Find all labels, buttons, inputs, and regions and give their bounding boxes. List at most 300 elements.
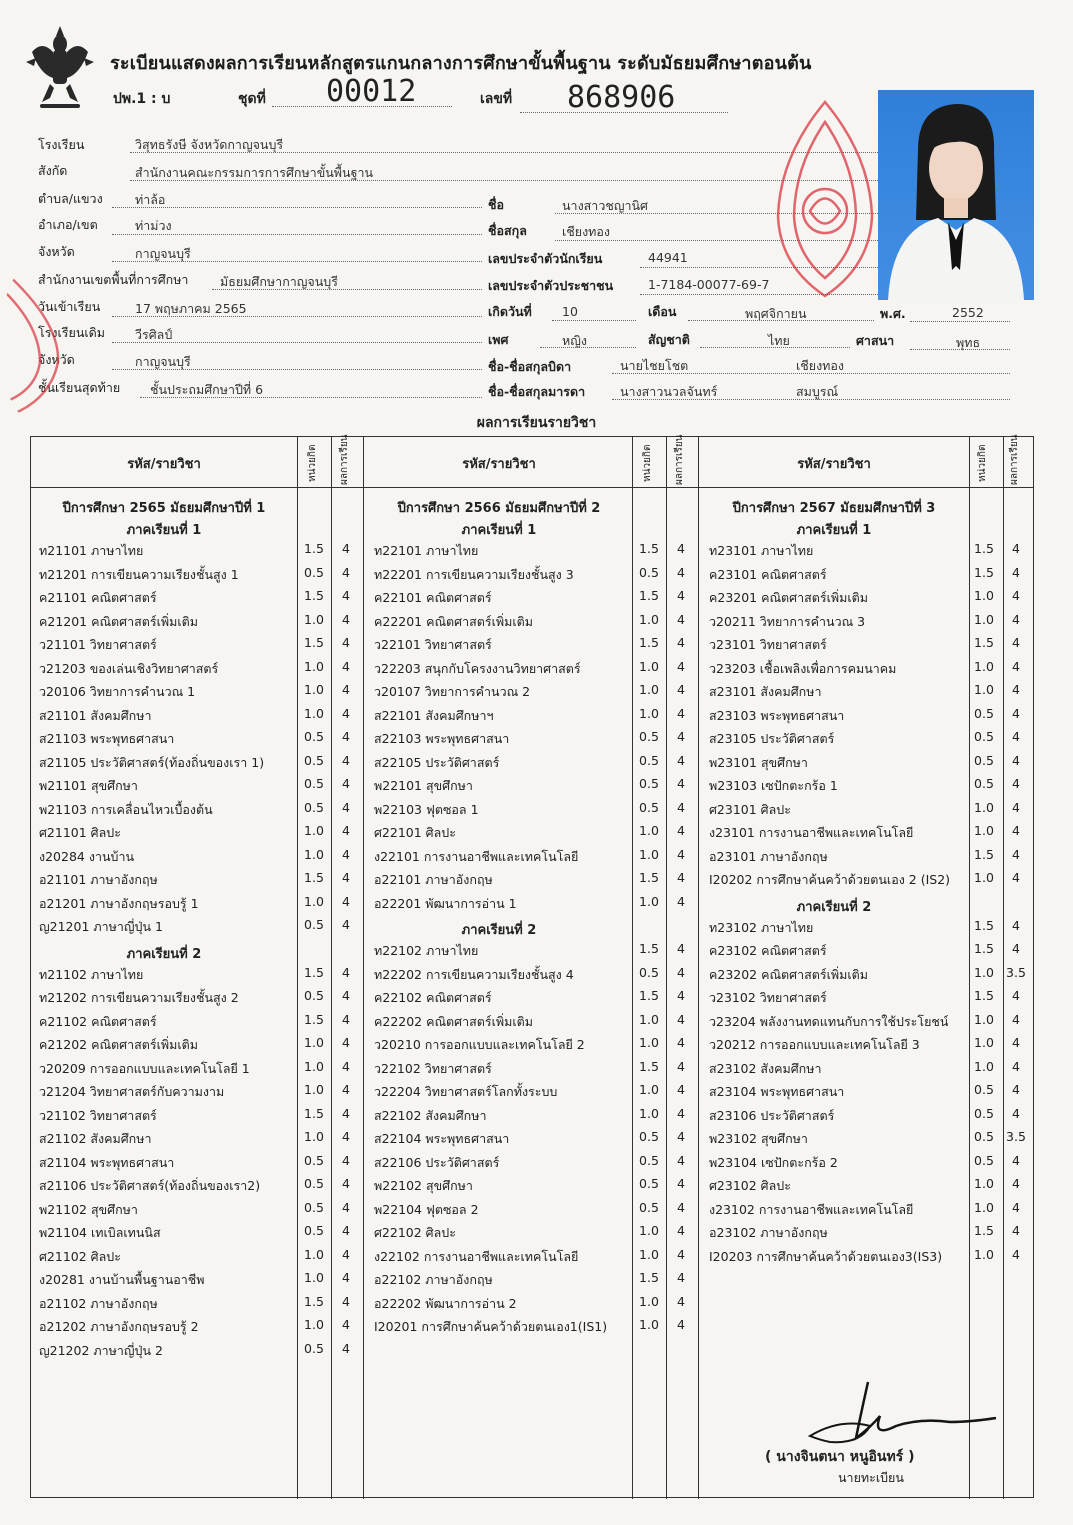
course-grade: 4 xyxy=(1012,941,1020,956)
course-grade: 4 xyxy=(342,964,350,980)
label-name: ชื่อ xyxy=(488,197,504,212)
course-grade: 4 xyxy=(677,1223,685,1238)
course-credit: 1.5 xyxy=(304,1011,324,1027)
course-name: ว22101 วิทยาศาสตร์ xyxy=(374,637,492,652)
course-grade: 4 xyxy=(342,846,350,862)
course-credit: 1.5 xyxy=(639,588,659,603)
course-grade: 4 xyxy=(677,635,685,650)
value-mother-first: นางสาวนวลจันทร์ xyxy=(620,384,718,399)
course-credit: 0.5 xyxy=(304,1176,324,1191)
course-name: ท21201 การเขียนความเรียงชั้นสูง 1 xyxy=(39,566,239,582)
course-grade: 4 xyxy=(1012,1246,1020,1262)
course-credit: 0.5 xyxy=(304,1223,324,1238)
value-last-class: ชั้นประถมศึกษาปีที่ 6 xyxy=(150,382,264,397)
course-name: ส22102 สังคมศึกษา xyxy=(374,1107,487,1123)
course-credit: 1.5 xyxy=(974,917,994,933)
course-name: อ23101 ภาษาอังกฤษ xyxy=(709,848,828,864)
course-grade: 4 xyxy=(677,541,685,556)
course-credit: 1.0 xyxy=(974,658,994,674)
course-grade: 4 xyxy=(677,1317,685,1332)
value-father-first: นายไชยโชต xyxy=(620,358,689,373)
course-credit: 1.0 xyxy=(639,1105,659,1121)
course-grade: 4 xyxy=(342,1082,350,1097)
course-name: ญ21202 ภาษาญี่ปุ่น 2 xyxy=(39,1342,163,1358)
course-name: ท21101 ภาษาไทย xyxy=(39,543,144,558)
course-grade: 4 xyxy=(342,541,350,556)
course-credit: 0.5 xyxy=(304,776,324,791)
term-heading: ภาคเรียนที่ 1 xyxy=(126,523,202,538)
course-grade: 4 xyxy=(342,658,350,674)
course-grade: 4 xyxy=(1012,564,1020,580)
course-grade: 4 xyxy=(677,611,685,627)
course-name: อ21201 ภาษาอังกฤษรอบรู้ 1 xyxy=(39,895,199,911)
course-grade: 4 xyxy=(342,917,350,932)
course-grade: 4 xyxy=(342,682,350,697)
course-credit: 1.0 xyxy=(639,1246,659,1262)
term-heading: ภาคเรียนที่ 2 xyxy=(796,899,872,915)
course-grade: 4 xyxy=(1012,1058,1020,1074)
course-credit: 0.5 xyxy=(304,564,324,580)
course-name: ว20210 การออกแบบและเทคโนโลยี 2 xyxy=(374,1037,585,1052)
course-credit: 1.0 xyxy=(304,1082,324,1097)
course-name: ศ22102 ศิลปะ xyxy=(374,1225,456,1240)
course-credit: 1.5 xyxy=(639,1270,659,1285)
course-name: พ21103 การเคลื่อนไหวเบื้องต้น xyxy=(39,801,213,817)
course-credit: 0.5 xyxy=(974,729,994,744)
course-grade: 4 xyxy=(1012,846,1020,862)
course-credit: 0.5 xyxy=(304,729,324,744)
course-grade: 4 xyxy=(1012,1152,1020,1168)
value-birth-month: พฤศจิกายน xyxy=(745,306,807,321)
course-credit: 1.0 xyxy=(304,1317,324,1332)
course-grade: 4 xyxy=(342,635,350,650)
course-credit: 1.5 xyxy=(639,1058,659,1074)
label-religion: ศาสนา xyxy=(856,333,895,348)
course-grade: 4 xyxy=(677,846,685,862)
grades-table xyxy=(30,436,1034,1498)
course-grade: 4 xyxy=(342,564,350,580)
course-credit: 0.5 xyxy=(304,799,324,815)
label-birth-month: เดือน xyxy=(648,304,677,319)
course-name: ว21101 วิทยาศาสตร์ xyxy=(39,637,157,652)
course-grade: 4 xyxy=(677,870,685,885)
course-grade: 4 xyxy=(677,658,685,674)
course-grade: 4 xyxy=(677,1152,685,1168)
course-grade: 4 xyxy=(1012,635,1020,650)
course-credit: 0.5 xyxy=(304,988,324,1003)
value-province: กาญจนบุรี xyxy=(135,246,191,261)
garuda-emblem-icon xyxy=(22,22,98,112)
value-sex: หญิง xyxy=(562,333,587,348)
course-grade: 4 xyxy=(677,564,685,580)
course-credit: 1.5 xyxy=(639,635,659,650)
course-grade: 4 xyxy=(342,1340,350,1356)
course-grade: 4 xyxy=(342,893,350,909)
course-credit: 1.5 xyxy=(974,541,994,556)
course-grade: 4 xyxy=(677,1058,685,1074)
course-grade: 4 xyxy=(1012,988,1020,1003)
course-credit: 1.0 xyxy=(974,1246,994,1262)
course-name: ท22102 ภาษาไทย xyxy=(374,943,479,958)
course-credit: 1.0 xyxy=(639,1317,659,1332)
course-credit: 0.5 xyxy=(304,752,324,768)
course-credit: 1.0 xyxy=(974,588,994,603)
course-credit: 0.5 xyxy=(974,1105,994,1121)
course-credit: 0.5 xyxy=(639,799,659,815)
course-grade: 4 xyxy=(342,611,350,627)
label-subdistrict: ตำบล/แขวง xyxy=(38,191,103,206)
course-grade: 3.5 xyxy=(1006,1129,1026,1144)
school-stamp-icon xyxy=(760,96,890,306)
course-grade: 4 xyxy=(677,823,685,838)
course-credit: 1.0 xyxy=(974,1058,994,1074)
label-surname: ชื่อสกุล xyxy=(488,223,527,238)
course-name: ส23102 สังคมศึกษา xyxy=(709,1060,822,1076)
results-title: ผลการเรียนรายวิชา xyxy=(476,415,597,431)
student-photo xyxy=(878,90,1034,300)
value-nationality: ไทย xyxy=(768,333,790,348)
course-name: ท22101 ภาษาไทย xyxy=(374,543,479,558)
course-credit: 1.0 xyxy=(304,1058,324,1074)
value-mother-last: สมบูรณ์ xyxy=(796,384,839,399)
value-subdistrict: ท่าล้อ xyxy=(135,192,166,207)
course-grade: 4 xyxy=(342,1270,350,1285)
column-header-credit: หน่วยกิต xyxy=(642,444,653,482)
column-header-grade: ผลการเรียน xyxy=(1009,434,1020,485)
label-last-class: ชั้นเรียนสุดท้าย xyxy=(38,380,121,395)
course-grade: 4 xyxy=(342,799,350,815)
course-name: ง20281 งานบ้านพื้นฐานอาชีพ xyxy=(39,1272,205,1287)
course-name: อ21101 ภาษาอังกฤษ xyxy=(39,872,158,887)
course-grade: 4 xyxy=(1012,1011,1020,1027)
course-name: ค23201 คณิตศาสตร์เพิ่มเติม xyxy=(709,590,868,605)
label-affiliation: สังกัด xyxy=(38,163,68,178)
value-enroll-date: 17 พฤษภาคม 2565 xyxy=(135,301,247,316)
course-credit: 0.5 xyxy=(974,1129,994,1144)
course-credit: 1.0 xyxy=(974,964,994,980)
course-credit: 0.5 xyxy=(639,752,659,768)
label-birth-year: พ.ศ. xyxy=(880,306,906,321)
label-prev-province: จังหวัด xyxy=(38,352,75,367)
set-label: ชุดที่ xyxy=(238,91,266,107)
course-name: อ22102 ภาษาอังกฤษ xyxy=(374,1272,493,1287)
course-credit: 0.5 xyxy=(639,564,659,580)
course-credit: 0.5 xyxy=(974,776,994,791)
course-name: ค22102 คณิตศาสตร์ xyxy=(374,990,492,1005)
course-credit: 0.5 xyxy=(639,1176,659,1191)
course-name: ง23102 การงานอาชีพและเทคโนโลยี xyxy=(709,1201,914,1217)
course-grade: 4 xyxy=(1012,1223,1020,1238)
course-credit: 1.0 xyxy=(304,1270,324,1285)
course-credit: 1.0 xyxy=(304,1035,324,1050)
course-name: ส21101 สังคมศึกษา xyxy=(39,707,152,723)
course-name: พ22102 สุขศึกษา xyxy=(374,1178,473,1193)
course-credit: 1.0 xyxy=(304,893,324,909)
course-name: ว21204 วิทยาศาสตร์กับความงาม xyxy=(39,1084,225,1099)
course-name: ส21106 ประวัติศาสตร์(ท้องถิ่นของเรา2) xyxy=(39,1178,261,1193)
course-name: ค22101 คณิตศาสตร์ xyxy=(374,590,492,605)
course-name: พ23102 สุขศึกษา xyxy=(709,1131,808,1146)
course-name: ศ21102 ศิลปะ xyxy=(39,1248,121,1264)
course-name: ว20209 การออกแบบและเทคโนโลยี 1 xyxy=(39,1060,250,1076)
course-credit: 1.0 xyxy=(639,1223,659,1238)
course-name: ท21202 การเขียนความเรียงชั้นสูง 2 xyxy=(39,990,239,1005)
school-stamp-left-icon xyxy=(0,262,70,422)
course-credit: 1.5 xyxy=(304,1105,324,1121)
value-citizen-id: 1-7184-00077-69-7 xyxy=(648,277,770,292)
label-district: อำเภอ/เขต xyxy=(38,217,98,232)
course-credit: 1.0 xyxy=(974,1199,994,1215)
course-name: ค21202 คณิตศาสตร์เพิ่มเติม xyxy=(39,1037,198,1052)
course-credit: 0.5 xyxy=(639,1129,659,1144)
course-grade: 4 xyxy=(342,1011,350,1027)
course-grade: 4 xyxy=(1012,917,1020,933)
course-grade: 4 xyxy=(1012,541,1020,556)
course-credit: 1.5 xyxy=(304,541,324,556)
value-affiliation: สำนักงานคณะกรรมการการศึกษาขั้นพื้นฐาน xyxy=(135,165,374,180)
course-name: ง20284 งานบ้าน xyxy=(39,848,135,864)
course-name: ว20107 วิทยาการคำนวณ 2 xyxy=(374,684,531,699)
course-name: ว21102 วิทยาศาสตร์ xyxy=(39,1107,157,1123)
course-name: พ21101 สุขศึกษา xyxy=(39,778,138,793)
course-name: อ22101 ภาษาอังกฤษ xyxy=(374,872,493,887)
label-father: ชื่อ-ชื่อสกุลบิดา xyxy=(488,359,572,374)
course-name: ว22203 สนุกกับโครงงานวิทยาศาสตร์ xyxy=(374,660,581,676)
course-name: อ22201 พัฒนาการอ่าน 1 xyxy=(374,895,517,911)
course-credit: 1.0 xyxy=(639,682,659,697)
course-credit: 1.0 xyxy=(639,658,659,674)
course-name: ส22103 พระพุทธศาสนา xyxy=(374,731,510,746)
column-header-credit: หน่วยกิต xyxy=(977,444,988,482)
course-name: ส21103 พระพุทธศาสนา xyxy=(39,731,175,746)
year-heading: ปีการศึกษา 2566 มัธยมศึกษาปีที่ 2 xyxy=(397,501,601,516)
course-grade: 4 xyxy=(1012,705,1020,721)
course-grade: 4 xyxy=(342,752,350,768)
course-grade: 4 xyxy=(1012,752,1020,768)
year-heading: ปีการศึกษา 2567 มัธยมศึกษาปีที่ 3 xyxy=(732,501,936,516)
course-grade: 4 xyxy=(677,1293,685,1309)
label-mother: ชื่อ-ชื่อสกุลมารดา xyxy=(488,384,586,399)
course-credit: 1.0 xyxy=(974,1035,994,1050)
course-grade: 4 xyxy=(677,964,685,980)
course-grade: 4 xyxy=(342,1105,350,1121)
course-grade: 4 xyxy=(677,1082,685,1097)
course-name: ง23101 การงานอาชีพและเทคโนโลยี xyxy=(709,825,914,840)
course-name: พ23104 เซปักตะกร้อ 2 xyxy=(709,1154,838,1170)
value-prev-school: วีรศิลป์ xyxy=(135,327,173,342)
course-grade: 4 xyxy=(677,988,685,1003)
course-credit: 1.5 xyxy=(639,870,659,885)
course-name: ค21102 คณิตศาสตร์ xyxy=(39,1013,157,1029)
course-grade: 4 xyxy=(1012,1035,1020,1050)
registrar-name: ( นางจินตนา หนูอินทร์ ) xyxy=(765,1449,915,1465)
course-name: ส23106 ประวัติศาสตร์ xyxy=(709,1107,835,1123)
course-grade: 4 xyxy=(677,1105,685,1121)
course-grade: 4 xyxy=(677,941,685,956)
course-grade: 4 xyxy=(342,705,350,721)
student-portrait-icon xyxy=(878,90,1034,300)
course-name: ท22201 การเขียนความเรียงชั้นสูง 3 xyxy=(374,566,574,582)
course-grade: 4 xyxy=(1012,1082,1020,1097)
course-credit: 0.5 xyxy=(974,705,994,721)
course-grade: 4 xyxy=(342,1223,350,1238)
value-school: วิสุทธรังษี จังหวัดกาญจนบุรี xyxy=(135,137,284,152)
value-district: ท่าม่วง xyxy=(135,218,172,233)
column-header-subject: รหัส/รายวิชา xyxy=(797,457,871,472)
column-header-credit: หน่วยกิต xyxy=(307,444,318,482)
course-grade: 4 xyxy=(677,1246,685,1262)
course-name: ส22101 สังคมศึกษาฯ xyxy=(374,707,494,723)
course-credit: 0.5 xyxy=(639,964,659,980)
course-grade: 4 xyxy=(1012,870,1020,885)
course-name: ว20212 การออกแบบและเทคโนโลยี 3 xyxy=(709,1037,920,1052)
course-name: ส22104 พระพุทธศาสนา xyxy=(374,1131,510,1146)
course-name: พ23101 สุขศึกษา xyxy=(709,754,808,770)
value-birth-year: 2552 xyxy=(952,305,984,320)
course-credit: 1.5 xyxy=(304,588,324,603)
course-name: ว22102 วิทยาศาสตร์ xyxy=(374,1060,492,1076)
course-grade: 4 xyxy=(342,1129,350,1144)
course-grade: 4 xyxy=(1012,1176,1020,1191)
course-credit: 1.0 xyxy=(639,1035,659,1050)
value-surname: เชียงทอง xyxy=(562,224,611,239)
course-grade: 4 xyxy=(342,1176,350,1191)
course-name: อ22202 พัฒนาการอ่าน 2 xyxy=(374,1295,517,1311)
course-grade: 4 xyxy=(1012,799,1020,815)
course-credit: 1.0 xyxy=(304,1129,324,1144)
course-name: ส21104 พระพุทธศาสนา xyxy=(39,1154,175,1170)
year-heading: ปีการศึกษา 2565 มัธยมศึกษาปีที่ 1 xyxy=(62,501,266,516)
course-credit: 1.0 xyxy=(974,1176,994,1191)
course-name: พ22104 ฟุตซอล 2 xyxy=(374,1201,479,1217)
course-name: ท23102 ภาษาไทย xyxy=(709,919,814,935)
term-heading: ภาคเรียนที่ 2 xyxy=(126,946,202,962)
course-grade: 4 xyxy=(1012,776,1020,791)
course-credit: 1.0 xyxy=(304,1246,324,1262)
label-school: โรงเรียน xyxy=(38,137,85,152)
course-credit: 0.5 xyxy=(639,1152,659,1168)
course-grade: 4 xyxy=(1012,729,1020,744)
course-credit: 1.0 xyxy=(974,1011,994,1027)
label-province: จังหวัด xyxy=(38,244,75,259)
course-grade: 4 xyxy=(677,1011,685,1027)
course-credit: 1.0 xyxy=(304,823,324,838)
set-number: 00012 xyxy=(326,74,417,109)
course-name: ศ22101 ศิลปะ xyxy=(374,825,456,840)
course-name: พ22101 สุขศึกษา xyxy=(374,778,473,793)
course-credit: 0.5 xyxy=(639,1199,659,1215)
course-grade: 4 xyxy=(677,1035,685,1050)
course-grade: 4 xyxy=(677,682,685,697)
course-name: ศ23101 ศิลปะ xyxy=(709,801,791,817)
course-grade: 4 xyxy=(342,1152,350,1168)
course-name: ค23202 คณิตศาสตร์เพิ่มเติม xyxy=(709,966,868,982)
value-birth-day: 10 xyxy=(562,304,578,319)
course-grade: 4 xyxy=(677,1129,685,1144)
label-citizen-id: เลขประจำตัวประชาชน xyxy=(488,278,614,293)
course-grade: 4 xyxy=(342,1317,350,1332)
course-grade: 4 xyxy=(677,588,685,603)
course-credit: 1.0 xyxy=(304,846,324,862)
course-name: พ21104 เทเบิลเทนนิส xyxy=(39,1225,161,1240)
form-label: ปพ.1 : บ xyxy=(113,91,171,107)
course-credit: 0.5 xyxy=(974,1152,994,1168)
course-credit: 1.5 xyxy=(639,988,659,1003)
course-credit: 1.0 xyxy=(639,1082,659,1097)
course-name: พ23103 เซปักตะกร้อ 1 xyxy=(709,778,838,793)
label-prev-school: โรงเรียนเดิม xyxy=(38,325,106,340)
course-credit: 1.5 xyxy=(304,870,324,885)
course-name: ส21105 ประวัติศาสตร์(ท้องถิ่นของเรา 1) xyxy=(39,754,265,770)
course-name: I20201 การศึกษาค้นคว้าด้วยตนเอง1(IS1) xyxy=(374,1319,608,1334)
value-prev-province: กาญจนบุรี xyxy=(135,354,191,369)
course-name: ญ21201 ภาษาญี่ปุ่น 1 xyxy=(39,919,163,934)
course-name: ส22105 ประวัติศาสตร์ xyxy=(374,754,500,770)
course-credit: 1.0 xyxy=(974,682,994,697)
course-name: ส22106 ประวัติศาสตร์ xyxy=(374,1154,500,1170)
course-name: I20203 การศึกษาค้นคว้าด้วยตนเอง3(IS3) xyxy=(709,1248,943,1264)
value-father-last: เชียงทอง xyxy=(796,358,845,373)
course-credit: 0.5 xyxy=(974,752,994,768)
label-student-id: เลขประจำตัวนักเรียน xyxy=(488,251,603,266)
term-heading: ภาคเรียนที่ 2 xyxy=(461,923,537,938)
course-grade: 4 xyxy=(1012,682,1020,697)
course-name: ท22202 การเขียนความเรียงชั้นสูง 4 xyxy=(374,966,574,982)
course-credit: 1.5 xyxy=(974,846,994,862)
course-credit: 1.5 xyxy=(304,1293,324,1309)
course-grade: 4 xyxy=(1012,1199,1020,1215)
course-name: ว20106 วิทยาการคำนวณ 1 xyxy=(39,684,196,699)
course-grade: 4 xyxy=(1012,588,1020,603)
course-name: พ22103 ฟุตซอล 1 xyxy=(374,801,479,817)
course-credit: 1.0 xyxy=(304,705,324,721)
course-name: ท23101 ภาษาไทย xyxy=(709,543,814,558)
course-name: ส23104 พระพุทธศาสนา xyxy=(709,1084,845,1099)
course-grade: 4 xyxy=(677,776,685,791)
course-grade: 4 xyxy=(1012,611,1020,627)
course-grade: 4 xyxy=(342,1058,350,1074)
course-name: ส23101 สังคมศึกษา xyxy=(709,684,822,699)
course-grade: 4 xyxy=(677,1270,685,1285)
course-name: ว23204 พลังงานทดแทนกับการใช้ประโยชน์ xyxy=(709,1013,949,1029)
value-edu-area: มัธยมศึกษากาญจนบุรี xyxy=(220,274,338,289)
column-header-subject: รหัส/รายวิชา xyxy=(462,457,536,472)
course-credit: 0.5 xyxy=(304,1199,324,1215)
term-heading: ภาคเรียนที่ 1 xyxy=(796,523,872,538)
label-sex: เพศ xyxy=(488,332,509,347)
course-credit: 1.0 xyxy=(639,893,659,909)
course-name: ส21102 สังคมศึกษา xyxy=(39,1131,152,1146)
course-credit: 1.0 xyxy=(974,611,994,627)
course-grade: 4 xyxy=(342,776,350,791)
course-name: ง22101 การงานอาชีพและเทคโนโลยี xyxy=(374,848,579,864)
course-credit: 1.0 xyxy=(639,846,659,862)
course-grade: 4 xyxy=(677,729,685,744)
course-name: ค22202 คณิตศาสตร์เพิ่มเติม xyxy=(374,1013,533,1029)
course-credit: 0.5 xyxy=(304,917,324,932)
course-credit: 1.0 xyxy=(304,658,324,674)
course-name: ส23105 ประวัติศาสตร์ xyxy=(709,731,835,746)
course-name: ว23102 วิทยาศาสตร์ xyxy=(709,990,827,1005)
course-name: ว22204 วิทยาศาสตร์โลกทั้งระบบ xyxy=(374,1084,558,1099)
course-credit: 1.0 xyxy=(304,682,324,697)
course-credit: 1.0 xyxy=(304,611,324,627)
course-credit: 1.5 xyxy=(974,564,994,580)
course-credit: 0.5 xyxy=(639,776,659,791)
course-credit: 0.5 xyxy=(304,1152,324,1168)
course-credit: 1.0 xyxy=(639,1011,659,1027)
course-credit: 0.5 xyxy=(639,729,659,744)
